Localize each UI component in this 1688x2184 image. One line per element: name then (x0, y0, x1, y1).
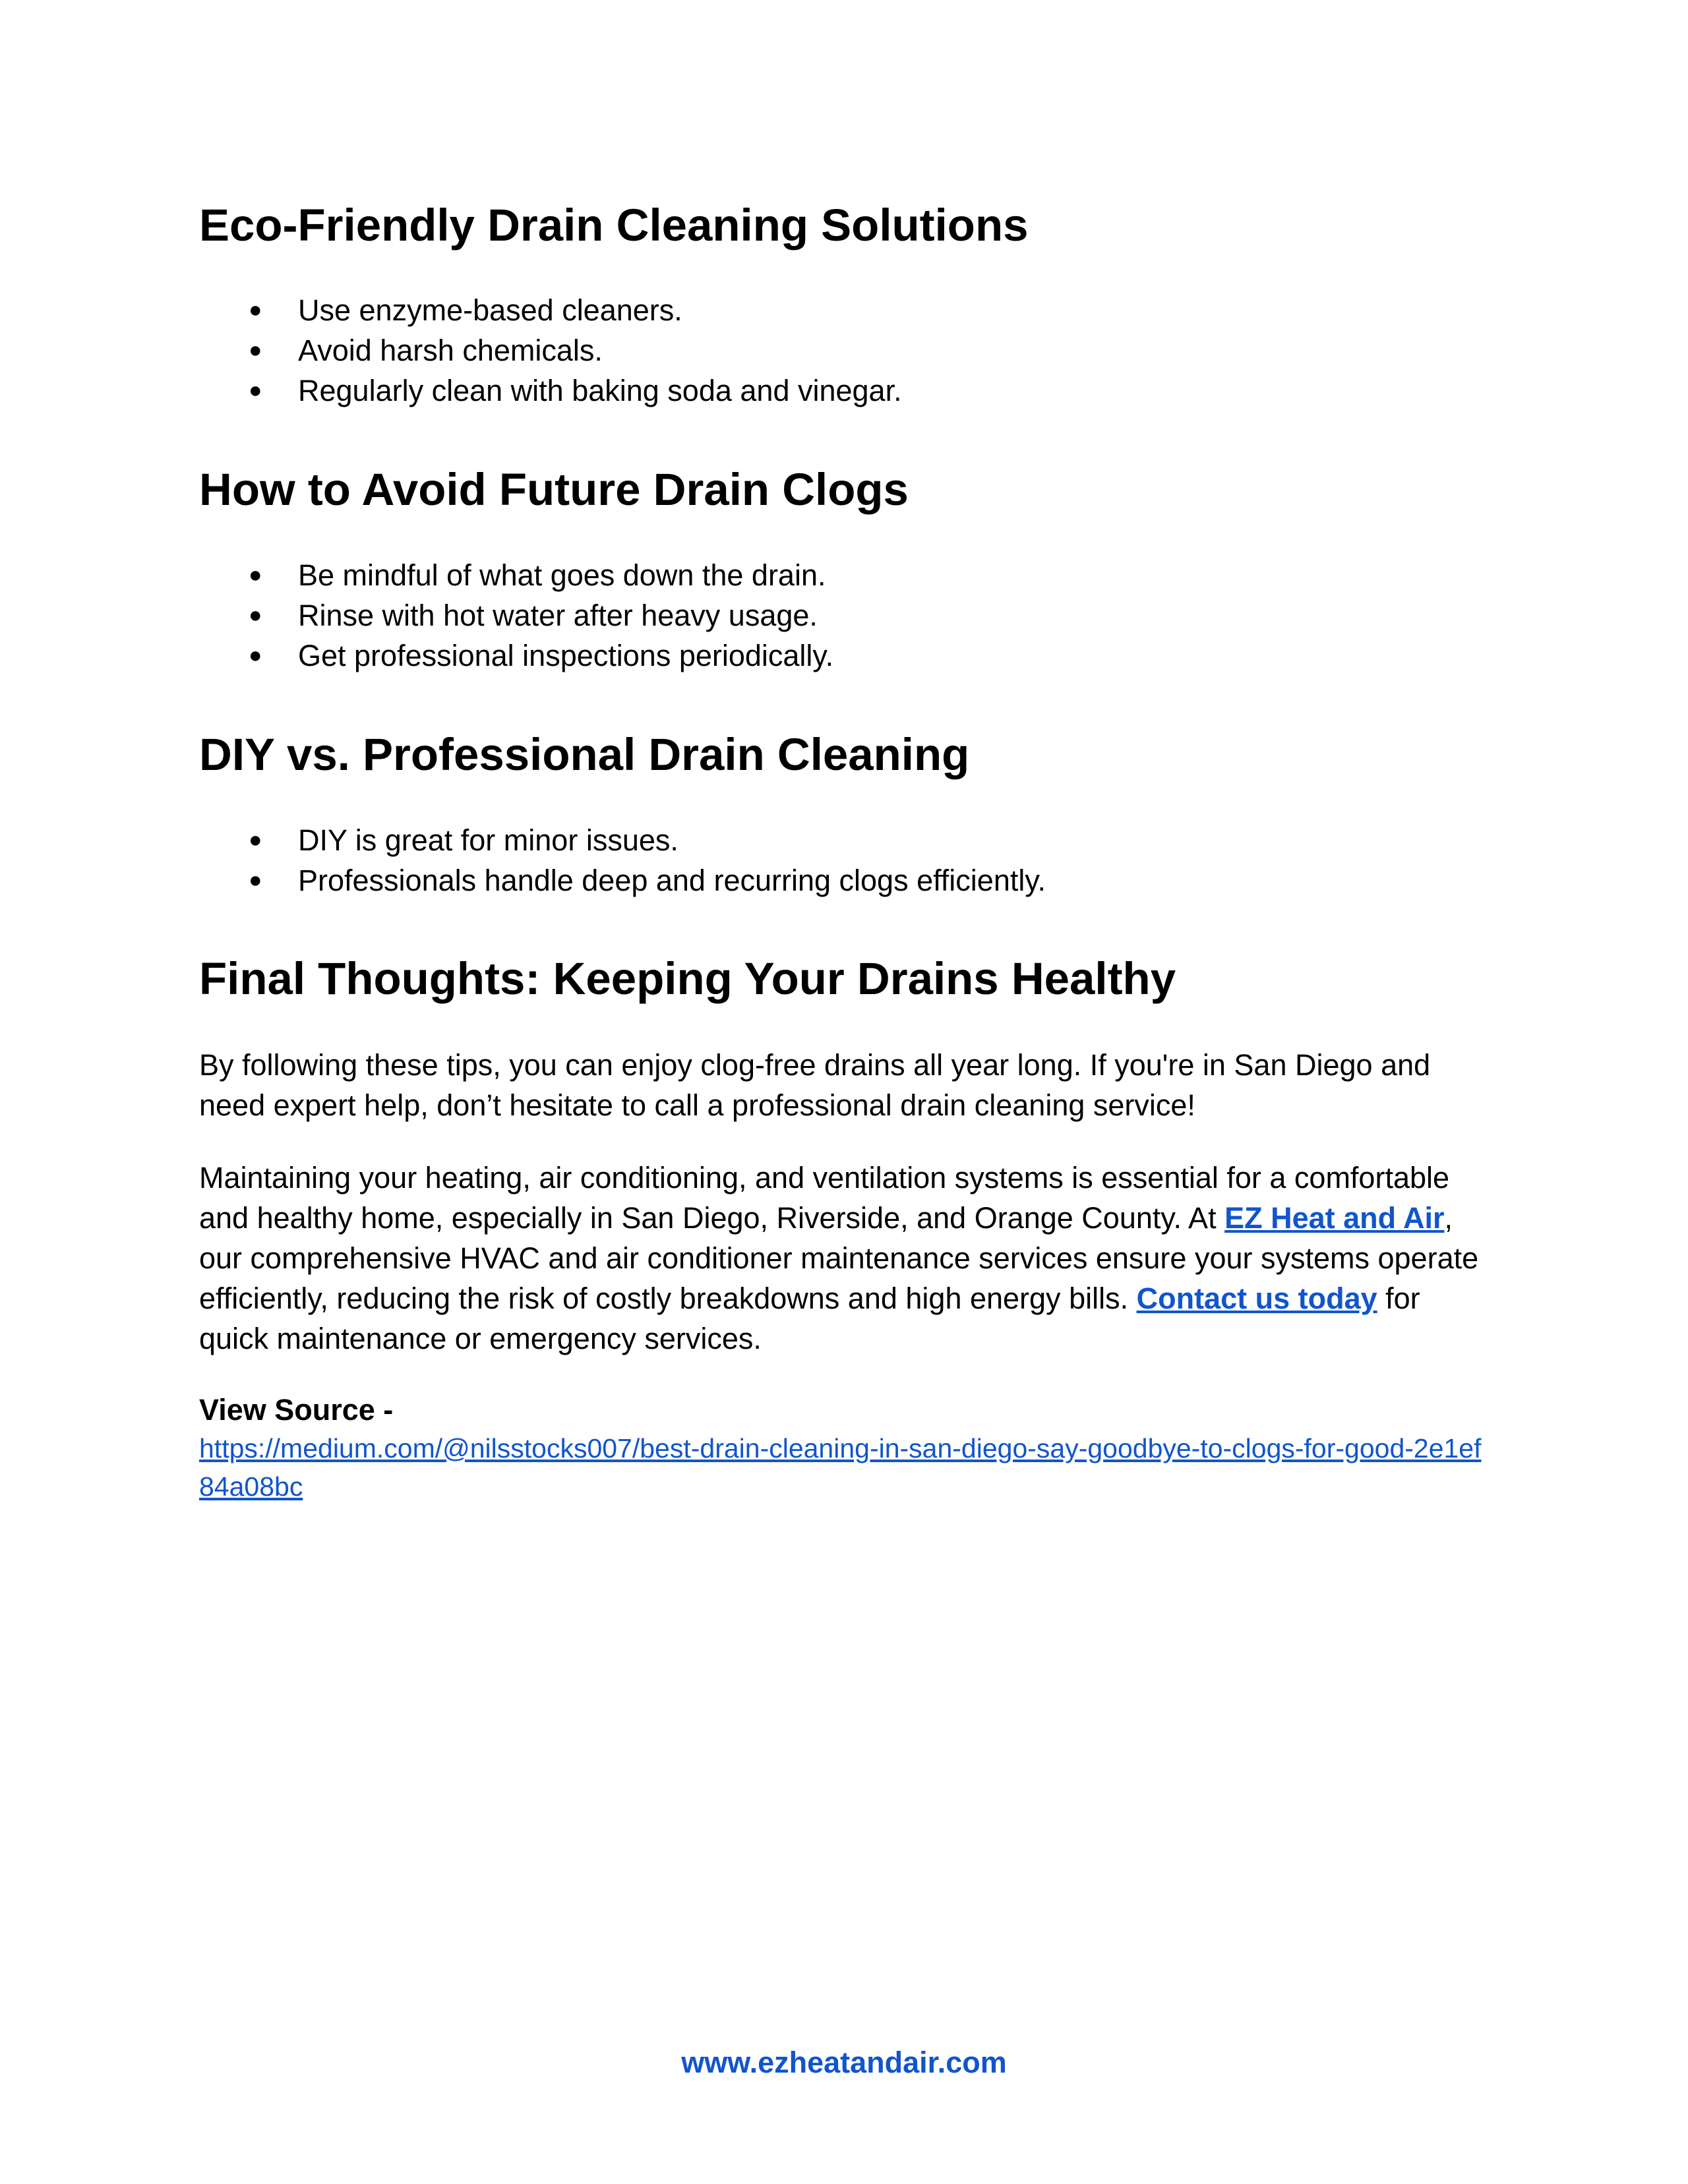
source-url-link[interactable]: https://medium.com/@nilsstocks007/best-drain-cleaning-in-san-diego-say-goodbye-to-clogs-for-good-2e1ef84a08bc (199, 1433, 1482, 1502)
list-item: ● Use enzyme-based cleaners. (199, 290, 902, 330)
bullet-list-eco-friendly (199, 290, 902, 411)
bullet-icon: ● (249, 562, 262, 587)
bullet-icon: ● (249, 827, 262, 852)
section-heading-avoid-clogs: How to Avoid Future Drain Clogs (199, 464, 909, 515)
section-heading-diy-vs-pro: DIY vs. Professional Drain Cleaning (199, 729, 970, 780)
company-paragraph: Maintaining your heating, air conditioning, and ventilation systems is essential for a comfortable and healthy home, especially in San Diego, Riverside, and Orange County. At EZ Heat and Air, our comprehensive HVAC and air conditioner maintenance services ensure your systems operate efficiently, reducing the risk of costly breakdowns and high energy bills. Contact us today for quick maintenance or emergency services. (199, 1161, 1479, 1355)
list-item: ● DIY is great for minor issues. (199, 820, 1046, 860)
bullet-icon: ● (249, 297, 262, 322)
bullet-icon: ● (249, 338, 262, 363)
footer-website-link[interactable]: www.ezheatandair.com (681, 2046, 1007, 2079)
list-item: ● Rinse with hot water after heavy usage. (199, 595, 833, 635)
ez-heat-and-air-link[interactable]: EZ Heat and Air (1224, 1201, 1445, 1235)
bullet-icon: ● (249, 868, 262, 893)
bullet-list-avoid-clogs (199, 555, 833, 676)
bullet-icon: ● (249, 378, 262, 403)
document-page (199, 0, 1492, 2184)
bullet-list-diy-vs-pro (199, 820, 1046, 900)
list-item: ● Get professional inspections periodically. (199, 635, 833, 676)
list-item: ● Avoid harsh chemicals. (199, 330, 902, 370)
view-source-label: View Source - (199, 1393, 394, 1427)
bullet-icon: ● (249, 643, 262, 668)
list-item: ● Be mindful of what goes down the drain. (199, 555, 833, 595)
section-heading-final-thoughts: Final Thoughts: Keeping Your Drains Healthy (199, 953, 1176, 1004)
contact-us-link[interactable]: Contact us today (1136, 1282, 1377, 1315)
final-thoughts-paragraph: By following these tips, you can enjoy clog-free drains all year long. If you're in San Diego and need expert help, don’t hesitate to call a professional drain cleaning service! (199, 1048, 1431, 1122)
list-item: ● Regularly clean with baking soda and vinegar. (199, 370, 902, 411)
list-item: ● Professionals handle deep and recurring clogs efficiently. (199, 860, 1046, 900)
section-heading-eco-friendly: Eco-Friendly Drain Cleaning Solutions (199, 200, 1029, 251)
bullet-icon: ● (249, 603, 262, 628)
